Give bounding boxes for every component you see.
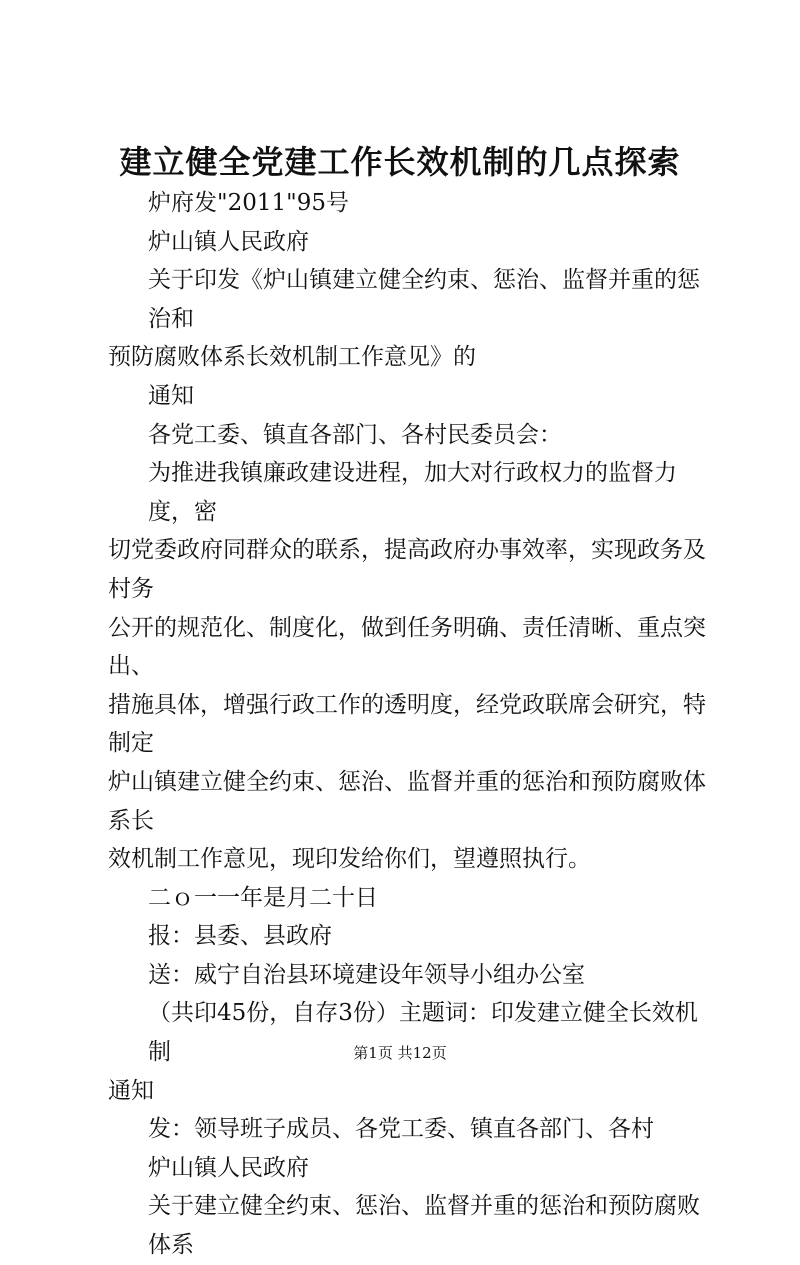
body-line-3: 公开的规范化、制度化，做到任务明确、责任清晰、重点突出、 bbox=[108, 614, 706, 680]
subject-line-2: 预防腐败体系长效机制工作意见》的 bbox=[108, 344, 476, 371]
doc-number: 炉府发"2011"95号 bbox=[148, 190, 349, 216]
notice-heading: 通知 bbox=[148, 382, 194, 409]
addressees: 各党工委、镇直各部门、各村民委员会： bbox=[148, 421, 562, 448]
distribution: 发：领导班子成员、各党工委、镇直各部门、各村 bbox=[148, 1116, 654, 1143]
subject-repeat: 关于建立健全约束、惩治、监督并重的惩治和预防腐败体系 bbox=[148, 1193, 700, 1259]
document-title: 建立健全党建工作长效机制的几点探索 bbox=[119, 143, 681, 181]
body-line-1: 为推进我镇廉政建设进程，加大对行政权力的监督力度，密 bbox=[148, 460, 677, 525]
document-body bbox=[108, 184, 708, 1265]
page-number-footer: 第1页 共12页 bbox=[353, 1044, 447, 1062]
body-line-4: 措施具体，增强行政工作的透明度，经党政联席会研究，特制定 bbox=[108, 691, 706, 757]
subject-line-1: 关于印发《炉山镇建立健全约束、惩治、监督并重的惩治和 bbox=[148, 267, 700, 332]
body-line-5: 炉山镇建立健全约束、惩治、监督并重的惩治和预防腐败体系长 bbox=[108, 768, 706, 834]
issuer-repeat: 炉山镇人民政府 bbox=[148, 1154, 309, 1181]
keywords-continued: 通知 bbox=[108, 1077, 154, 1104]
body-line-6: 效机制工作意见，现印发给你们，望遵照执行。 bbox=[108, 846, 591, 873]
issuer: 炉山镇人民政府 bbox=[148, 228, 309, 255]
body-line-2: 切党委政府同群众的联系，提高政府办事效率，实现政务及村务 bbox=[108, 537, 706, 602]
report-to: 报：县委、县政府 bbox=[148, 923, 332, 950]
print-count-keywords: （共印45份，自存3份）主题词：印发建立健全长效机制 bbox=[148, 1000, 698, 1066]
send-to: 送：威宁自治县环境建设年领导小组办公室 bbox=[148, 961, 585, 988]
date-line: 二ｏ一一年是月二十日 bbox=[148, 884, 378, 911]
